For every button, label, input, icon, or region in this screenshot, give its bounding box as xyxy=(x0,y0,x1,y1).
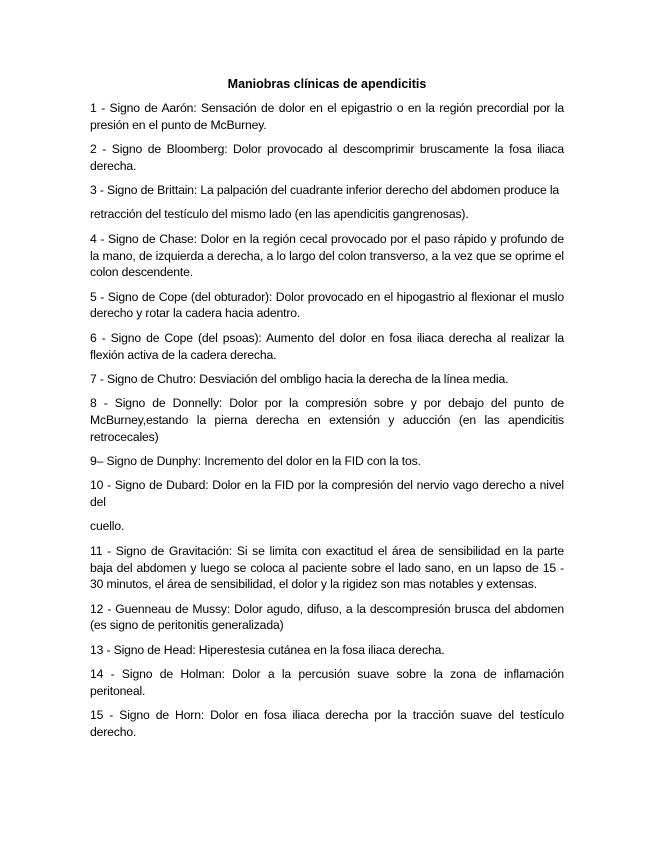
paragraph-signo-bloomberg: 2 - Signo de Bloomberg: Dolor provocado al descomprimir bruscamente la fosa iliaca derecha. xyxy=(90,142,564,173)
paragraph-signo-horn: 15 - Signo de Horn: Dolor en fosa iliaca derecha por la tracción suave del testículo derecho. xyxy=(90,708,564,739)
paragraph-signo-chutro: 7 - Signo de Chutro: Desviación del ombligo hacia la derecha de la línea media. xyxy=(90,371,509,386)
paragraph-signo-dubard-continued: cuello. xyxy=(90,519,125,534)
document-title: Maniobras clínicas de apendicitis xyxy=(227,77,427,91)
paragraph-signo-dubard: 10 - Signo de Dubard: Dolor en la FID por la compresión del nervio vago derecho a nivel del xyxy=(90,478,564,510)
document-page xyxy=(90,76,564,748)
paragraph-guenneau-de-mussy: 12 - Guenneau de Mussy: Dolor agudo, difuso, a la descompresión brusca del abdomen (es signo de peritonitis generalizada) xyxy=(90,601,564,633)
paragraph-signo-brittain-continued: retracción del testículo del mismo lado (en las apendicitis gangrenosas). xyxy=(90,207,469,222)
paragraph-signo-holman: 14 - Signo de Holman: Dolor a la percusión suave sobre la zona de inflamación peritoneal. xyxy=(90,667,564,698)
paragraph-signo-head: 13 - Signo de Head: Hiperestesia cutánea en la fosa iliaca derecha. xyxy=(90,642,445,657)
paragraph-signo-dunphy: 9– Signo de Dunphy: Incremento del dolor en la FID con la tos. xyxy=(90,454,421,469)
paragraph-signo-aaron: 1 - Signo de Aarón: Sensación de dolor en el epigastrio o en la región precordial por la presión en el punto de McBurney. xyxy=(90,101,564,132)
paragraph-signo-cope-obturador: 5 - Signo de Cope (del obturador): Dolor provocado en el hipogastrio al flexionar el muslo derecho y rotar la cadera hacia adentro. xyxy=(90,289,564,321)
paragraph-signo-chase: 4 - Signo de Chase: Dolor en la región cecal provocado por el paso rápido y profundo de la mano, de izquierda a derecha, a lo largo del colon transverso, a la vez que se oprime el colon descendente. xyxy=(90,231,564,280)
paragraph-signo-donnelly: 8 - Signo de Donnelly: Dolor por la compresión sobre y por debajo del punto de McBurney,estando la pierna derecha en extensión y aducción (en las apendicitis retrocecales) xyxy=(90,396,564,444)
paragraph-signo-brittain: 3 - Signo de Brittain: La palpación del cuadrante inferior derecho del abdomen produce la xyxy=(90,183,560,198)
paragraph-signo-cope-psoas: 6 - Signo de Cope (del psoas): Aumento del dolor en fosa iliaca derecha al realizar la flexión activa de la cadera derecha. xyxy=(90,330,564,362)
paragraph-signo-gravitacion: 11 - Signo de Gravitación: Si se limita con exactitud el área de sensibilidad en la parte baja del abdomen y luego se coloca al paciente sobre el lado sano, en un lapso de 15 - 30 minutos, el área de sensibilidad, el dolor y la rigidez son mas notables y extensas. xyxy=(90,543,564,592)
